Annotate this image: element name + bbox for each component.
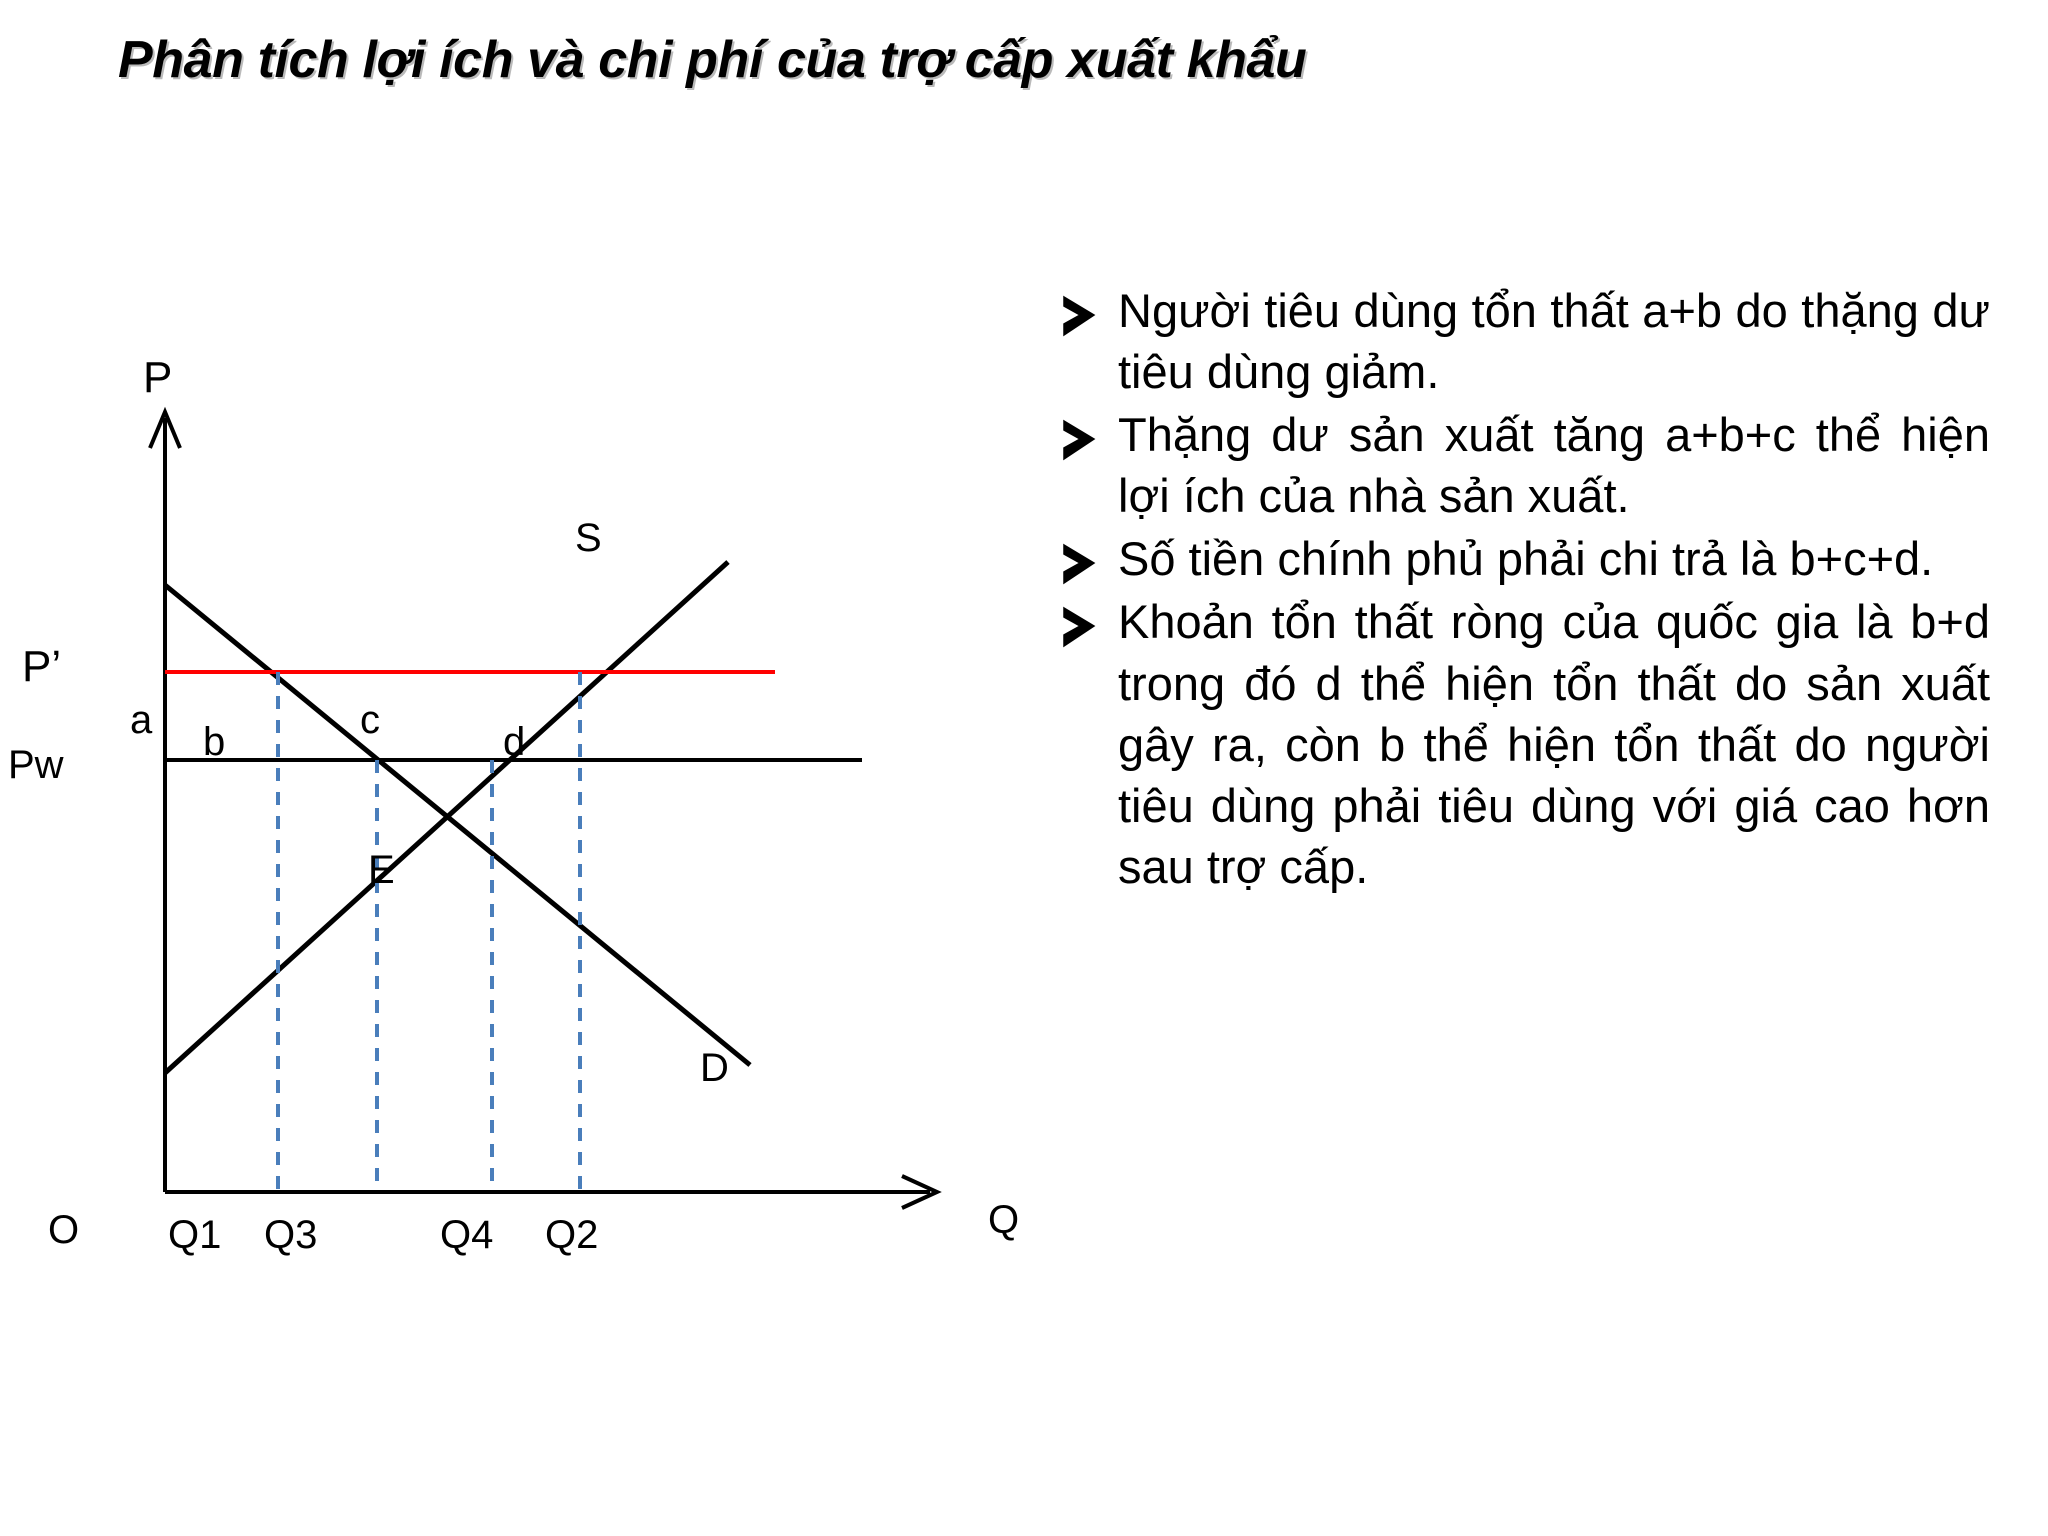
chart-svg xyxy=(0,0,1040,1400)
equilibrium-label: E xyxy=(368,848,395,892)
area-label-a: a xyxy=(130,698,153,742)
x-tick-q4: Q4 xyxy=(440,1213,494,1257)
arrowhead-bullet-icon xyxy=(1060,591,1118,649)
arrowhead-bullet-icon xyxy=(1060,404,1118,462)
list-item xyxy=(1060,280,1990,402)
origin-label: O xyxy=(48,1208,80,1252)
y-axis xyxy=(150,412,180,1192)
list-item-text: Khoản tổn thất ròng của quốc gia là b+d trong đó d thể hiện tổn thất do sản xuất gây ra, còn b thể hiện tổn thất do người tiêu dùng phải tiêu dùng với giá cao hơn sau trợ cấp. xyxy=(1118,595,1990,893)
area-label-d: d xyxy=(503,720,526,764)
list-item xyxy=(1060,404,1990,526)
list-item xyxy=(1060,591,1990,896)
arrowhead-bullet-icon xyxy=(1060,280,1118,338)
subsidised-price-label: P’ xyxy=(22,642,62,691)
x-tick-q2: Q2 xyxy=(545,1213,599,1257)
arrowhead-bullet-icon xyxy=(1060,528,1118,586)
supply-curve-label: S xyxy=(575,516,602,560)
area-label-c: c xyxy=(360,698,380,742)
list-item xyxy=(1060,528,1990,589)
list-item-text: Thặng dư sản xuất tăng a+b+c thể hiện lợi ích của nhà sản xuất. xyxy=(1118,408,1990,523)
world-price-label: Pw xyxy=(8,743,64,787)
area-label-b: b xyxy=(203,720,226,764)
list-item-text: Người tiêu dùng tổn thất a+b do thặng dư tiêu dùng giảm. xyxy=(1118,284,1990,399)
bullet-list xyxy=(1060,280,1990,899)
y-axis-label: P xyxy=(143,353,173,402)
supply-curve xyxy=(165,562,728,1073)
slide-title: Phân tích lợi ích và chi phí của trợ cấp xuất khẩu xyxy=(118,31,1307,89)
demand-curve-label: D xyxy=(700,1046,729,1090)
x-tick-q3: Q3 xyxy=(264,1213,318,1257)
list-item-text: Số tiền chính phủ phải chi trả là b+c+d. xyxy=(1118,532,1934,586)
x-axis xyxy=(165,1176,937,1208)
x-tick-q1: Q1 xyxy=(168,1213,222,1257)
x-axis-label: Q xyxy=(988,1198,1020,1242)
supply-demand-chart xyxy=(0,0,1040,1400)
